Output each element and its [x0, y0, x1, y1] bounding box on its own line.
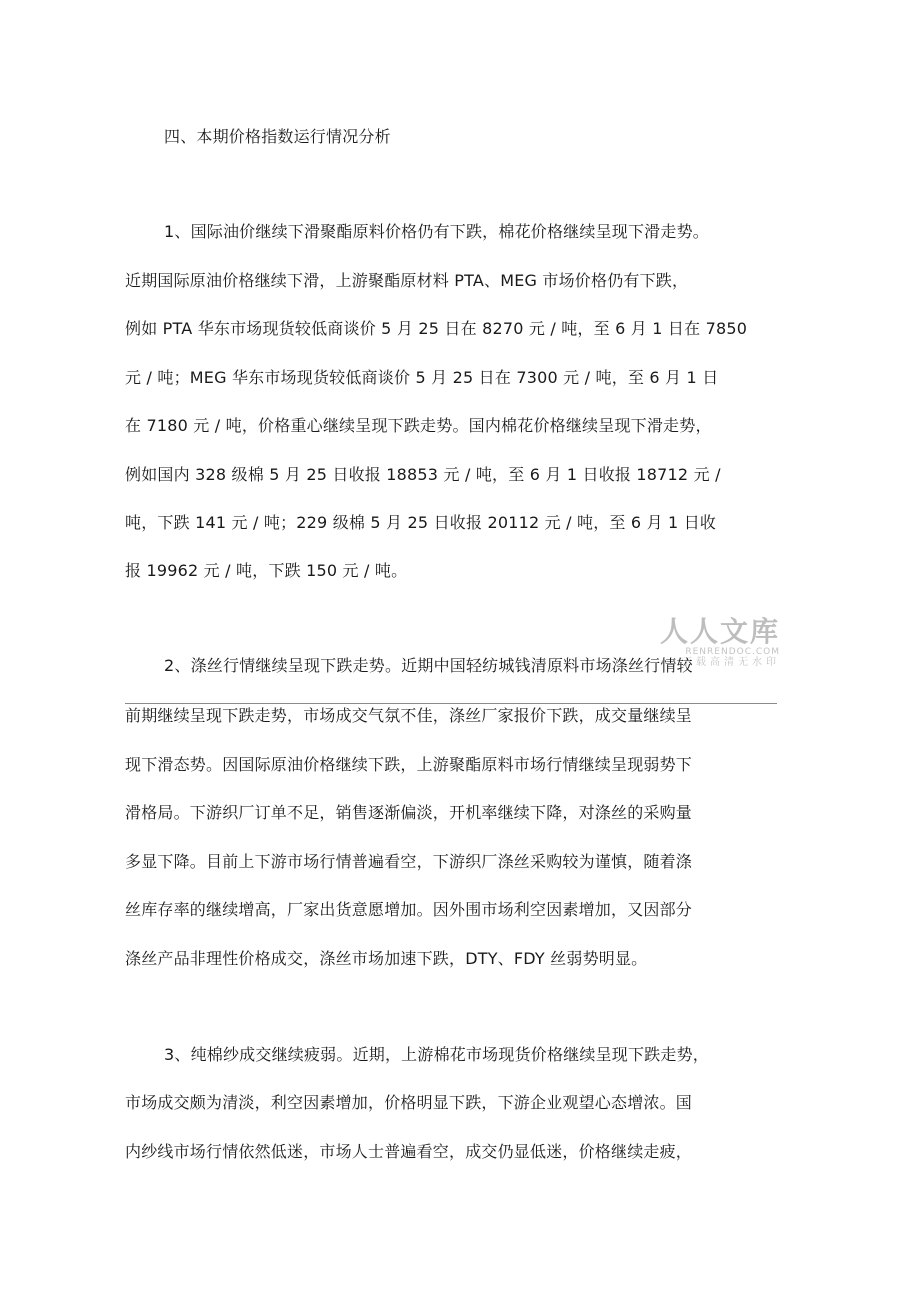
- section-heading: 四、本期价格指数运行情况分析: [164, 127, 391, 146]
- section1-line-3: 例如 PTA 华东市场现货较低商谈价 5 月 25 日在 8270 元 / 吨，至 6 月 1 日在 7850: [125, 319, 748, 338]
- section2-line-1: 2、涤丝行情继续呈现下跌走势。近期中国轻纺城钱清原料市场涤丝行情较: [164, 656, 693, 675]
- section1-line-1: 1、国际油价继续下滑聚酯原料价格仍有下跌，棉花价格继续呈现下滑走势。: [164, 222, 709, 241]
- watermark-domain: RENRENDOC.COM: [685, 647, 780, 657]
- section1-line-4: 元 / 吨；MEG 华东市场现货较低商谈价 5 月 25 日在 7300 元 / 吨，至 6 月 1 日: [125, 368, 719, 387]
- section3-line-3: 内纱线市场行情依然低迷，市场人士普遍看空，成交仍显低迷，价格继续走疲，: [125, 1142, 693, 1161]
- watermark-subtitle: 下载高清无水印: [682, 657, 780, 668]
- page-divider: [125, 703, 777, 704]
- watermark-title: 人人文库: [659, 615, 780, 648]
- section1-line-5: 在 7180 元 / 吨，价格重心继续呈现下跌走势。国内棉花价格继续呈现下滑走势，: [125, 416, 712, 435]
- section1-line-6: 例如国内 328 级棉 5 月 25 日收报 18853 元 / 吨，至 6 月 1 日收报 18712 元 /: [125, 465, 721, 484]
- section2-line-4: 滑格局。下游织厂订单不足，销售逐渐偏淡，开机率继续下降，对涤丝的采购量: [125, 803, 693, 822]
- section2-line-5: 多显下降。目前上下游市场行情普遍看空，下游织厂涤丝采购较为谨慎，随着涤: [125, 852, 693, 871]
- section1-line-7: 吨，下跌 141 元 / 吨；229 级棉 5 月 25 日收报 20112 元 / 吨，至 6 月 1 日收: [125, 513, 717, 532]
- section2-line-3: 现下滑态势。因国际原油价格继续下跌，上游聚酯原料市场行情继续呈现弱势下: [125, 755, 693, 774]
- section2-line-7: 涤丝产品非理性价格成交，涤丝市场加速下跌，DTY、FDY 丝弱势明显。: [125, 949, 648, 968]
- section1-line-2: 近期国际原油价格继续下滑，上游聚酯原材料 PTA、MEG 市场价格仍有下跌，: [125, 271, 689, 290]
- section3-line-2: 市场成交颇为清淡，利空因素增加，价格明显下跌，下游企业观望心态增浓。国: [125, 1093, 693, 1112]
- section2-line-2: 前期继续呈现下跌走势，市场成交气氛不佳，涤丝厂家报价下跌，成交量继续呈: [125, 706, 693, 725]
- section3-line-1: 3、纯棉纱成交继续疲弱。近期，上游棉花市场现货价格继续呈现下跌走势，: [164, 1045, 709, 1064]
- section2-line-6: 丝库存率的继续增高，厂家出货意愿增加。因外围市场利空因素增加，又因部分: [125, 900, 693, 919]
- section1-line-8: 报 19962 元 / 吨，下跌 150 元 / 吨。: [125, 561, 408, 580]
